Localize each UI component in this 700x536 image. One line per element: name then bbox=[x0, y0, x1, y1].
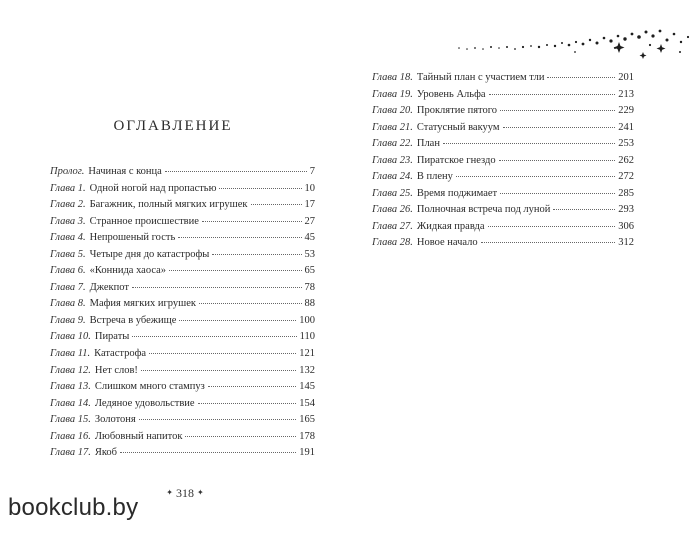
dot-leader bbox=[208, 385, 296, 387]
toc-entry bbox=[50, 429, 315, 446]
chapter-number: Глава 9. bbox=[50, 314, 86, 326]
toc-entry bbox=[50, 181, 315, 198]
dot-leader bbox=[178, 236, 301, 238]
toc-entry bbox=[372, 120, 634, 137]
chapter-number: Глава 19. bbox=[372, 88, 413, 100]
toc-entry bbox=[50, 313, 315, 330]
chapter-title: Жидкая правда bbox=[416, 220, 485, 232]
toc-entry bbox=[372, 202, 634, 219]
toc-entry bbox=[50, 363, 315, 380]
toc-entry bbox=[372, 235, 634, 252]
dot-leader bbox=[500, 192, 615, 194]
chapter-title: Время поджимает bbox=[416, 187, 498, 199]
dot-leader bbox=[199, 302, 302, 304]
chapter-page-number: 253 bbox=[618, 138, 634, 150]
chapter-number: Глава 26. bbox=[372, 204, 413, 216]
chapter-page-number: 285 bbox=[618, 187, 634, 199]
chapter-number: Глава 14. bbox=[50, 397, 91, 409]
toc-entry bbox=[50, 280, 315, 297]
toc-entry bbox=[50, 197, 315, 214]
toc-entry bbox=[50, 445, 315, 462]
chapter-title: Катастрофа bbox=[94, 348, 147, 360]
chapter-number: Глава 25. bbox=[372, 187, 413, 199]
chapter-page-number: 272 bbox=[618, 171, 634, 183]
chapter-page-number: 7 bbox=[309, 166, 315, 177]
dot-leader bbox=[149, 352, 296, 354]
chapter-page-number: 132 bbox=[299, 364, 315, 376]
chapter-title: Багажник, полный мягких игрушек bbox=[89, 199, 248, 211]
toc-entry bbox=[372, 136, 634, 153]
chapter-number: Глава 22. bbox=[372, 138, 413, 150]
dot-leader bbox=[219, 187, 301, 189]
dot-leader bbox=[185, 435, 296, 437]
chapter-title: Уровень Альфа bbox=[416, 88, 486, 100]
chapter-title: Новое начало bbox=[416, 237, 478, 249]
chapter-page-number: 121 bbox=[299, 348, 315, 360]
chapter-title: Джекпот bbox=[89, 281, 129, 293]
chapter-page-number: 65 bbox=[304, 265, 315, 277]
chapter-title: Якоб bbox=[94, 447, 118, 459]
chapter-number: Глава 7. bbox=[50, 281, 86, 293]
chapter-number: Глава 15. bbox=[50, 414, 91, 426]
chapter-page-number: 262 bbox=[618, 154, 634, 166]
dot-leader bbox=[202, 220, 302, 222]
dot-leader bbox=[251, 203, 302, 205]
toc-title: ОГЛАВЛЕНИЕ bbox=[113, 118, 233, 134]
chapter-title: Пираты bbox=[94, 331, 130, 343]
chapter-number: Глава 5. bbox=[50, 248, 86, 260]
toc-entry bbox=[50, 164, 315, 181]
chapter-title: Золотоня bbox=[94, 414, 136, 426]
chapter-number: Глава 6. bbox=[50, 265, 86, 277]
star-ornament-icon: ✦ bbox=[166, 488, 173, 497]
toc-entry bbox=[50, 379, 315, 396]
chapter-number: Глава 11. bbox=[50, 348, 91, 360]
dot-leader bbox=[179, 319, 296, 321]
chapter-page-number: 17 bbox=[304, 199, 315, 211]
toc-entry bbox=[372, 103, 634, 120]
chapter-page-number: 229 bbox=[618, 105, 634, 117]
chapter-title: Пиратское гнездо bbox=[416, 154, 496, 166]
dot-leader bbox=[141, 369, 296, 371]
toc-entry bbox=[50, 396, 315, 413]
dot-leader bbox=[120, 451, 296, 453]
toc-entry bbox=[50, 230, 315, 247]
dot-leader bbox=[456, 175, 615, 177]
chapter-page-number: 27 bbox=[304, 215, 315, 227]
chapter-number: Глава 21. bbox=[372, 121, 413, 133]
chapter-number: Глава 27. bbox=[372, 220, 413, 232]
toc-left-column bbox=[50, 164, 315, 462]
toc-entry bbox=[372, 70, 634, 87]
chapter-page-number: 110 bbox=[299, 331, 315, 343]
page-number-folio bbox=[160, 486, 210, 501]
chapter-number: Глава 24. bbox=[372, 171, 413, 183]
dot-leader bbox=[488, 225, 616, 227]
chapter-number: Глава 17. bbox=[50, 447, 91, 459]
dot-leader bbox=[169, 269, 301, 271]
dot-leader bbox=[443, 142, 615, 144]
chapter-page-number: 306 bbox=[618, 220, 634, 232]
chapter-page-number: 165 bbox=[299, 414, 315, 426]
watermark: bookclub.by bbox=[8, 494, 139, 521]
dot-leader bbox=[500, 109, 615, 111]
chapter-title: Статусный вакуум bbox=[416, 121, 500, 133]
chapter-number: Глава 28. bbox=[372, 237, 413, 249]
chapter-title: «Коннида хаоса» bbox=[89, 265, 167, 277]
dot-leader bbox=[132, 286, 302, 288]
chapter-number: Глава 2. bbox=[50, 199, 86, 211]
dot-leader bbox=[198, 402, 297, 404]
chapter-number: Глава 23. bbox=[372, 154, 413, 166]
chapter-number: Глава 13. bbox=[50, 381, 91, 393]
dot-leader bbox=[165, 170, 307, 172]
toc-entry bbox=[50, 296, 315, 313]
chapter-page-number: 201 bbox=[618, 72, 634, 83]
toc-entry bbox=[372, 186, 634, 203]
toc-entry bbox=[50, 263, 315, 280]
chapter-title: В плену bbox=[416, 171, 453, 183]
chapter-title: Проклятие пятого bbox=[416, 105, 498, 117]
chapter-page-number: 53 bbox=[304, 248, 315, 260]
chapter-page-number: 78 bbox=[304, 281, 315, 293]
chapter-title: План bbox=[416, 138, 440, 150]
toc-entry bbox=[50, 346, 315, 363]
chapter-page-number: 100 bbox=[299, 314, 315, 326]
toc-entry bbox=[372, 219, 634, 236]
chapter-title: Странное происшествие bbox=[89, 215, 199, 227]
chapter-number: Пролог. bbox=[50, 166, 85, 177]
chapter-title: Четыре дня до катастрофы bbox=[89, 248, 210, 260]
toc-entry bbox=[50, 329, 315, 346]
page-number: 318 bbox=[176, 486, 194, 500]
toc-entry bbox=[50, 214, 315, 231]
chapter-page-number: 213 bbox=[618, 88, 634, 100]
toc-entry bbox=[50, 412, 315, 429]
dot-leader bbox=[139, 418, 297, 420]
chapter-number: Глава 10. bbox=[50, 331, 91, 343]
chapter-title: Встреча в убежище bbox=[89, 314, 177, 326]
dot-leader bbox=[503, 126, 616, 128]
chapter-number: Глава 12. bbox=[50, 364, 91, 376]
chapter-number: Глава 18. bbox=[372, 72, 413, 83]
chapter-title: Любовный напиток bbox=[94, 430, 183, 442]
dot-leader bbox=[212, 253, 301, 255]
toc-entry bbox=[372, 169, 634, 186]
chapter-title: Слишком много стампуз bbox=[94, 381, 205, 393]
chapter-page-number: 45 bbox=[304, 232, 315, 244]
dot-leader bbox=[481, 241, 616, 243]
chapter-page-number: 241 bbox=[618, 121, 634, 133]
toc-entry bbox=[50, 247, 315, 264]
star-ornament-icon: ✦ bbox=[197, 488, 204, 497]
chapter-number: Глава 16. bbox=[50, 430, 91, 442]
chapter-title: Полночная встреча под луной bbox=[416, 204, 551, 216]
chapter-page-number: 88 bbox=[304, 298, 315, 310]
chapter-number: Глава 8. bbox=[50, 298, 86, 310]
chapter-number: Глава 3. bbox=[50, 215, 86, 227]
chapter-title: Тайный план с участием тли bbox=[416, 72, 545, 83]
chapter-page-number: 154 bbox=[299, 397, 315, 409]
dot-leader bbox=[499, 159, 616, 161]
toc-right-column bbox=[372, 70, 634, 252]
chapter-page-number: 10 bbox=[304, 182, 315, 194]
chapter-title: Одной ногой над пропастью bbox=[89, 182, 217, 194]
chapter-page-number: 312 bbox=[618, 237, 634, 249]
chapter-number: Глава 4. bbox=[50, 232, 86, 244]
toc-entry bbox=[372, 87, 634, 104]
chapter-number: Глава 20. bbox=[372, 105, 413, 117]
chapter-page-number: 293 bbox=[618, 204, 634, 216]
chapter-title: Начиная с конца bbox=[88, 166, 162, 177]
chapter-title: Мафия мягких игрушек bbox=[89, 298, 196, 310]
dot-leader bbox=[489, 93, 616, 95]
dot-leader bbox=[132, 335, 296, 337]
chapter-page-number: 191 bbox=[299, 447, 315, 459]
chapter-title: Непрошеный гость bbox=[89, 232, 176, 244]
chapter-title: Нет слов! bbox=[94, 364, 138, 376]
dot-leader bbox=[547, 76, 615, 78]
chapter-page-number: 178 bbox=[299, 430, 315, 442]
dot-leader bbox=[553, 208, 615, 210]
toc-entry bbox=[372, 153, 634, 170]
chapter-page-number: 145 bbox=[299, 381, 315, 393]
chapter-title: Ледяное удовольствие bbox=[94, 397, 195, 409]
chapter-number: Глава 1. bbox=[50, 182, 86, 194]
